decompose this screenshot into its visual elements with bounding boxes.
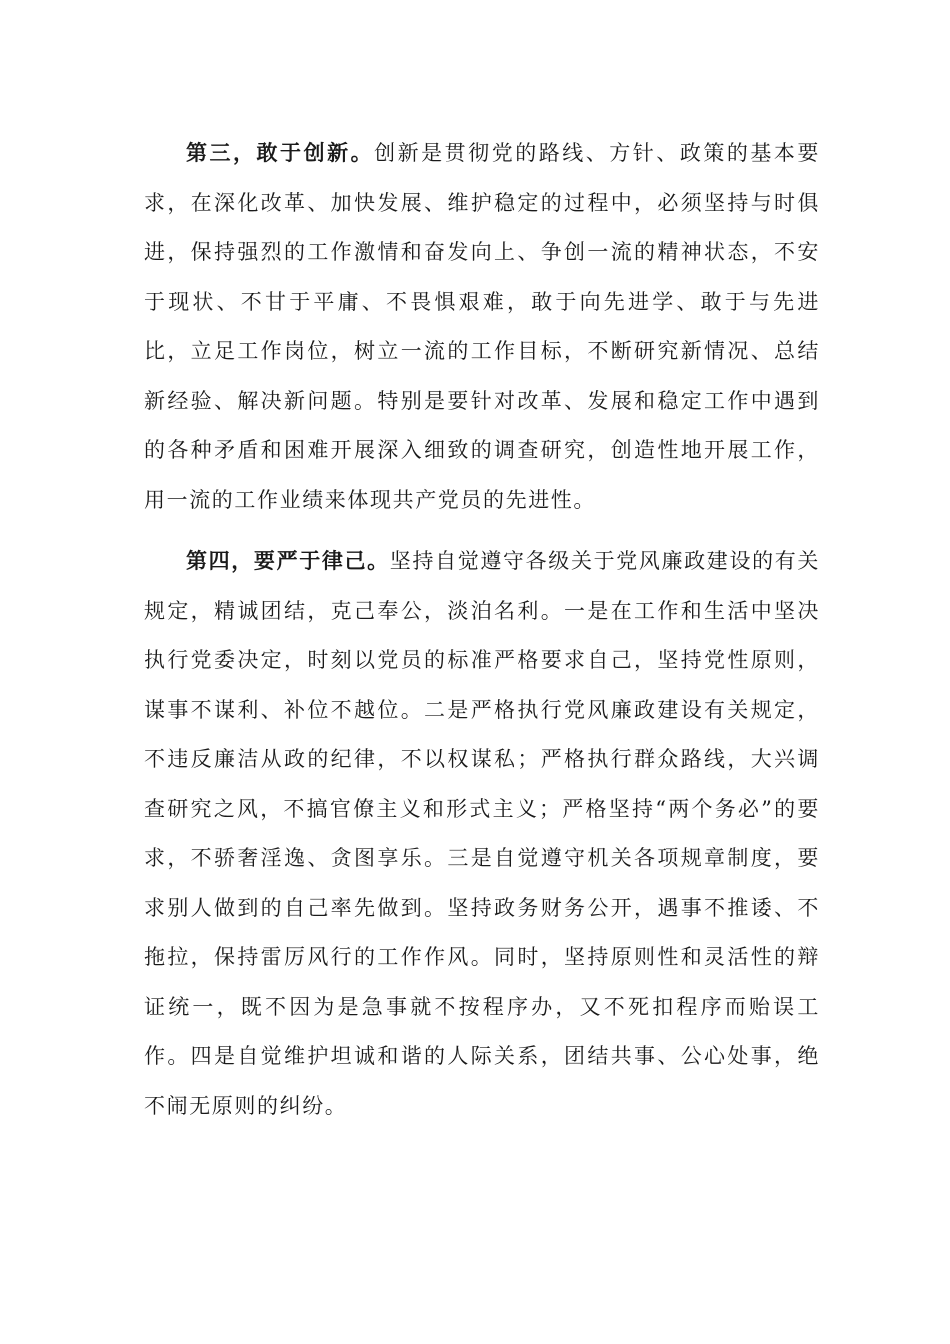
paragraph-text: 创新是贯彻党的路线、方针、政策的基本要求，在深化改革、加快发展、维护稳定的过程中，必须坚持与时俱进，保持强烈的工作激情和奋发向上、争创一流的精神状态，不安于现状、不甘于平庸、不畏惧艰难，敢于向先进学、敢于与先进比，立足工作岗位，树立一流的工作目标，不断研究新情况、总结新经验、解决新问题。特别是要针对改革、发展和稳定工作中遇到的各种矛盾和困难开展深入细致的调查研究，创造性地开展工作，用一流的工作业绩来体现共产党员的先进性。 (144, 141, 820, 512)
paragraph-lead: 第三，敢于创新。 (186, 140, 375, 165)
paragraph-innovation (144, 128, 820, 525)
paragraph-text: 坚持自觉遵守各级关于党风廉政建设的有关规定，精诚团结，克己奉公，淡泊名利。一是在工作和生活中坚决执行党委决定，时刻以党员的标准严格要求自己，坚持党性原则，谋事不谋利、补位不越位。二是严格执行党风廉政建设有关规定，不违反廉洁从政的纪律，不以权谋私；严格执行群众路线，大兴调查研究之风，不搞官僚主义和形式主义；严格坚持“两个务必”的要求，不骄奢淫逸、贪图享乐。三是自觉遵守机关各项规章制度，要求别人做到的自己率先做到。坚持政务财务公开，遇事不推诿、不拖拉，保持雷厉风行的工作作风。同时，坚持原则性和灵活性的辩证统一，既不因为是急事就不按程序办，又不死扣程序而贻误工作。四是自觉维护坦诚和谐的人际关系，团结共事、公心处事，绝不闹无原则的纠纷。 (144, 549, 820, 1118)
paragraph-lead: 第四，要严于律己。 (186, 548, 390, 573)
paragraph-self-discipline (144, 536, 820, 1131)
document-body (144, 128, 820, 1142)
